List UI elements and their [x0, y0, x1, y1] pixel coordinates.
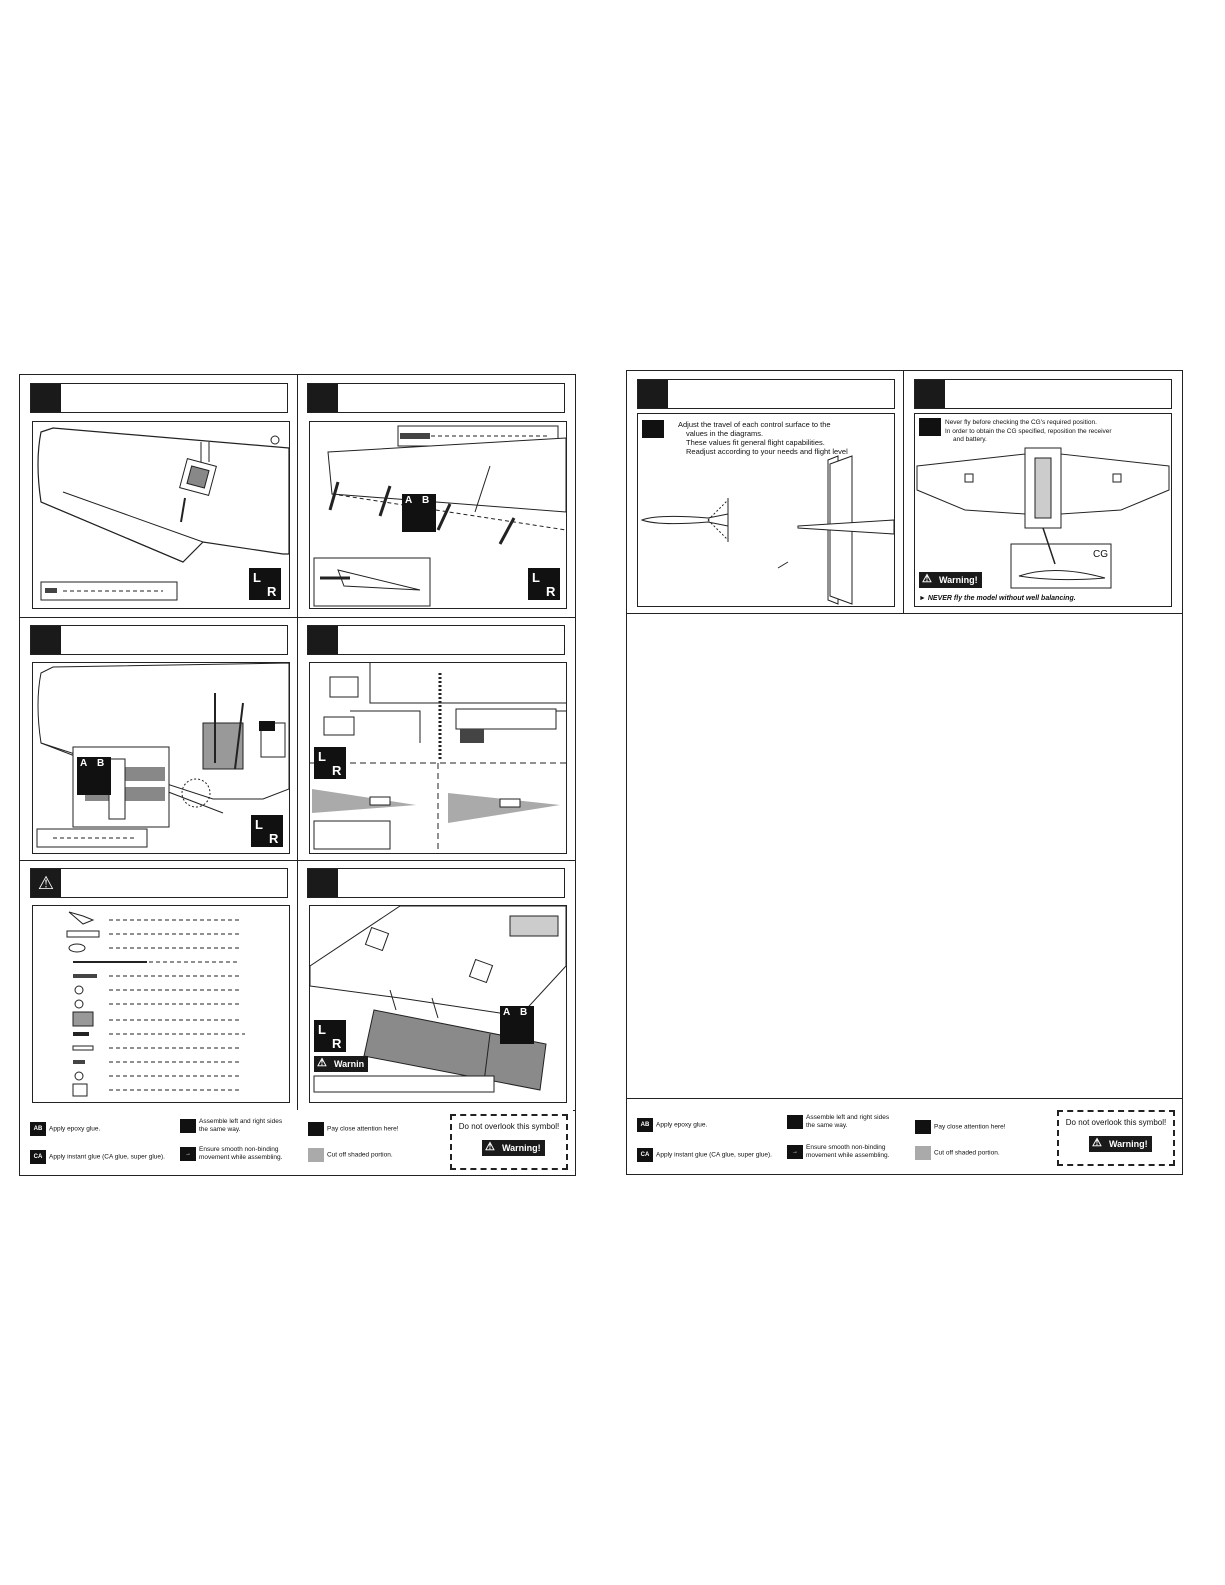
step-header-3: [30, 625, 288, 655]
epoxy-ab-icon: A B: [402, 494, 436, 532]
arrow-icon: →: [787, 1145, 803, 1159]
ca-icon: CA: [637, 1148, 653, 1162]
cg-line-3: and battery.: [953, 436, 987, 443]
overlook-box: Do not overlook this symbol! ⚠ Warning!: [450, 1114, 568, 1170]
legend-cutoff: Cut off shaded portion.: [915, 1146, 1000, 1160]
legend-left: [20, 1110, 573, 1173]
legend-ca: CA Apply instant glue (CA glue, super glue).: [30, 1150, 165, 1164]
legend-smooth: →Ensure smooth non-binding movement while assembling.: [787, 1144, 889, 1159]
warning-badge: ⚠ Warnin: [314, 1056, 368, 1072]
grid-row-divider-2: [20, 860, 575, 861]
step-number-box: [31, 626, 61, 654]
warning-triangle-icon: ⚠: [31, 869, 61, 897]
step-3-diagram: [32, 662, 290, 854]
step-2-diagram: [309, 421, 567, 609]
step-header-2: [307, 383, 565, 413]
left-page: [19, 374, 576, 1176]
flap-cutoff-illustration: [310, 906, 566, 1102]
step-number-box: [308, 869, 338, 897]
cutoff-icon: [915, 1146, 931, 1160]
epoxy-icon: AB: [30, 1122, 46, 1136]
grid-row-divider-1: [20, 617, 575, 618]
epoxy-ab-icon: A B: [77, 757, 111, 795]
cg-line-2: In order to obtain the CG specified, reposition the receiver: [945, 428, 1112, 435]
legend-epoxy: AB Apply epoxy glue.: [637, 1118, 707, 1132]
legend-epoxy: AB Apply epoxy glue.: [30, 1122, 100, 1136]
grid-vertical-divider: [297, 375, 298, 1110]
step-header-1: [30, 383, 288, 413]
legend-right: [627, 1106, 1180, 1172]
step-header-4: [307, 625, 565, 655]
step-header-5: [30, 868, 288, 898]
travel-line-4: Readjust according to your needs and flight level: [686, 447, 848, 456]
legend-assemble: Assemble left and right sides the same way.: [787, 1114, 889, 1129]
lr-icon: [180, 1119, 196, 1133]
epoxy-ab-icon: A B: [500, 1006, 534, 1044]
parts-list: [32, 905, 290, 1103]
step-header-cg: [914, 379, 1172, 409]
right-vertical-divider: [903, 371, 904, 613]
assemble-lr-icon: L R: [249, 568, 281, 600]
never-fly-note: ► NEVER fly the model without well balancing.: [919, 595, 1076, 602]
ca-icon: CA: [30, 1150, 46, 1164]
legend-cutoff: Cut off shaded portion.: [308, 1148, 393, 1162]
cg-label: CG: [1093, 549, 1108, 560]
pointing-hand-icon: [308, 1122, 324, 1136]
warning-badge: ⚠ Warning!: [919, 572, 982, 588]
travel-line-3: These values fit general flight capabilities.: [686, 438, 825, 447]
travel-line-2: values in the diagrams.: [686, 429, 764, 438]
step-number-box: [308, 384, 338, 412]
legend-attention: Pay close attention here!: [915, 1120, 1006, 1134]
step-header-travel: [637, 379, 895, 409]
legend-attention: Pay close attention here!: [308, 1122, 399, 1136]
step-4-diagram: [309, 662, 567, 854]
cutoff-icon: [308, 1148, 324, 1162]
step-6-diagram: [309, 905, 567, 1103]
right-row-divider: [627, 613, 1182, 614]
assemble-lr-icon: L R: [528, 568, 560, 600]
legend-ca: CA Apply instant glue (CA glue, super glue).: [637, 1148, 772, 1162]
assemble-lr-icon: L R: [314, 747, 346, 779]
parts-list-illustration: [33, 906, 289, 1102]
step-1-diagram: [32, 421, 290, 609]
right-bottom-divider: [627, 1098, 1182, 1099]
travel-line-1: Adjust the travel of each control surface to the: [678, 420, 831, 429]
step-number-box: [308, 626, 338, 654]
cg-diagram: [914, 413, 1172, 607]
step-number-box: [915, 380, 945, 408]
legend-assemble: Assemble left and right sides the same way.: [180, 1118, 282, 1133]
control-travel-diagram: [637, 413, 895, 607]
lr-icon: [787, 1115, 803, 1129]
right-page: [626, 370, 1183, 1175]
pushrod-illustration: [310, 663, 566, 853]
assemble-lr-icon: L R: [251, 815, 283, 847]
step-number-box: [638, 380, 668, 408]
warning-badge: ⚠ Warning!: [1089, 1136, 1152, 1152]
travel-illustration: [638, 414, 894, 606]
arrow-icon: →: [180, 1147, 196, 1161]
step-header-6: [307, 868, 565, 898]
epoxy-icon: AB: [637, 1118, 653, 1132]
pointing-hand-icon: [915, 1120, 931, 1134]
assemble-lr-icon: L R: [314, 1020, 346, 1052]
legend-smooth: →Ensure smooth non-binding movement while assembling.: [180, 1146, 282, 1161]
step-number-box: [31, 384, 61, 412]
warning-badge: ⚠ Warning!: [482, 1140, 545, 1156]
cg-line-1: Never fly before checking the CG's required position.: [945, 419, 1097, 426]
overlook-box: Do not overlook this symbol! ⚠ Warning!: [1057, 1110, 1175, 1166]
